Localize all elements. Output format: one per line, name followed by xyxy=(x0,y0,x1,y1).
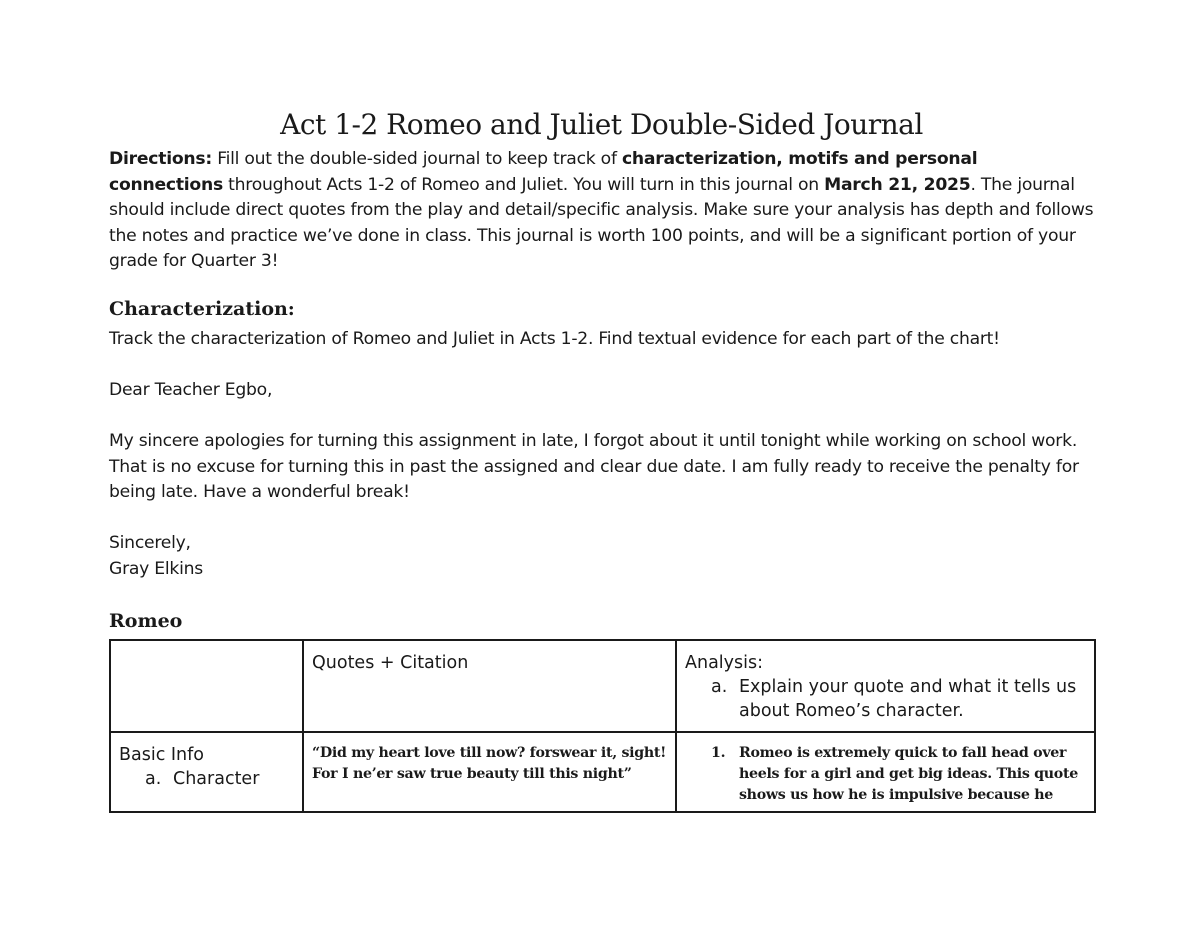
row-quote-cell xyxy=(303,732,676,812)
header-analysis-title: Analysis: xyxy=(685,653,763,673)
list-marker: 1. xyxy=(711,745,726,761)
header-analysis-cell xyxy=(676,640,1095,732)
letter-greeting: Dear Teacher Egbo, xyxy=(109,380,273,400)
row-analysis-item xyxy=(685,743,1086,806)
due-date: March 21, 2025 xyxy=(824,174,971,195)
header-quotes-label: Quotes + Citation xyxy=(312,653,469,673)
row-analysis-cell xyxy=(676,732,1095,812)
table-row xyxy=(110,732,1095,812)
directions-text-2: throughout Acts 1-2 of Romeo and Juliet. You will turn in this journal on xyxy=(222,174,825,195)
directions-text-1: Fill out the double-sided journal to keep track of xyxy=(212,149,622,169)
romeo-heading: Romeo xyxy=(109,610,183,632)
letter-closing: Sincerely, xyxy=(109,533,191,553)
romeo-journal-table xyxy=(109,639,1096,813)
directions-bold-1: characterization, motifs and personal connections xyxy=(109,149,978,195)
directions-paragraph xyxy=(109,147,1094,275)
list-marker: a. xyxy=(711,677,728,697)
row-analysis-text: Romeo is extremely quick to fall head over heels for a girl and get big ideas. This quote shows us how he is impulsive because he xyxy=(739,745,1078,803)
directions-text-3: . The journal should include direct quotes from the play and detail/specific analysis. Make sure your analysis has depth and follows the notes and practice we’ve done in class. This journal is worth 100 points, and will be a significant portion of your grade for Quarter 3! xyxy=(109,174,1094,271)
row-sublabel-text: Character xyxy=(173,769,260,789)
row-quote-text: “Did my heart love till now? forswear it, sight! For I ne’er saw true beauty till this night” xyxy=(312,745,667,782)
row-label-cell xyxy=(110,732,303,812)
directions-label: Directions: xyxy=(109,149,212,169)
document-title: Act 1-2 Romeo and Juliet Double-Sided Journal xyxy=(280,108,923,141)
header-analysis-item xyxy=(685,675,1086,723)
characterization-text: Track the characterization of Romeo and Juliet in Acts 1-2. Find textual evidence for each part of the chart! xyxy=(109,329,1000,349)
header-empty-cell xyxy=(110,640,303,732)
row-label: Basic Info xyxy=(119,745,205,765)
letter-body: My sincere apologies for turning this assignment in late, I forgot about it until tonight while working on school work. That is no excuse for turning this in past the assigned and clear due date. I am fully ready to receive the penalty for being late. Have a wonderful break! xyxy=(109,431,1079,502)
row-sublabel xyxy=(119,767,294,791)
table-header-row xyxy=(110,640,1095,732)
characterization-heading: Characterization: xyxy=(109,298,295,320)
letter-signature: Gray Elkins xyxy=(109,559,204,579)
header-analysis-item-text: Explain your quote and what it tells us about Romeo’s character. xyxy=(739,677,1077,721)
list-marker: a. xyxy=(145,769,162,789)
header-quotes-cell xyxy=(303,640,676,732)
